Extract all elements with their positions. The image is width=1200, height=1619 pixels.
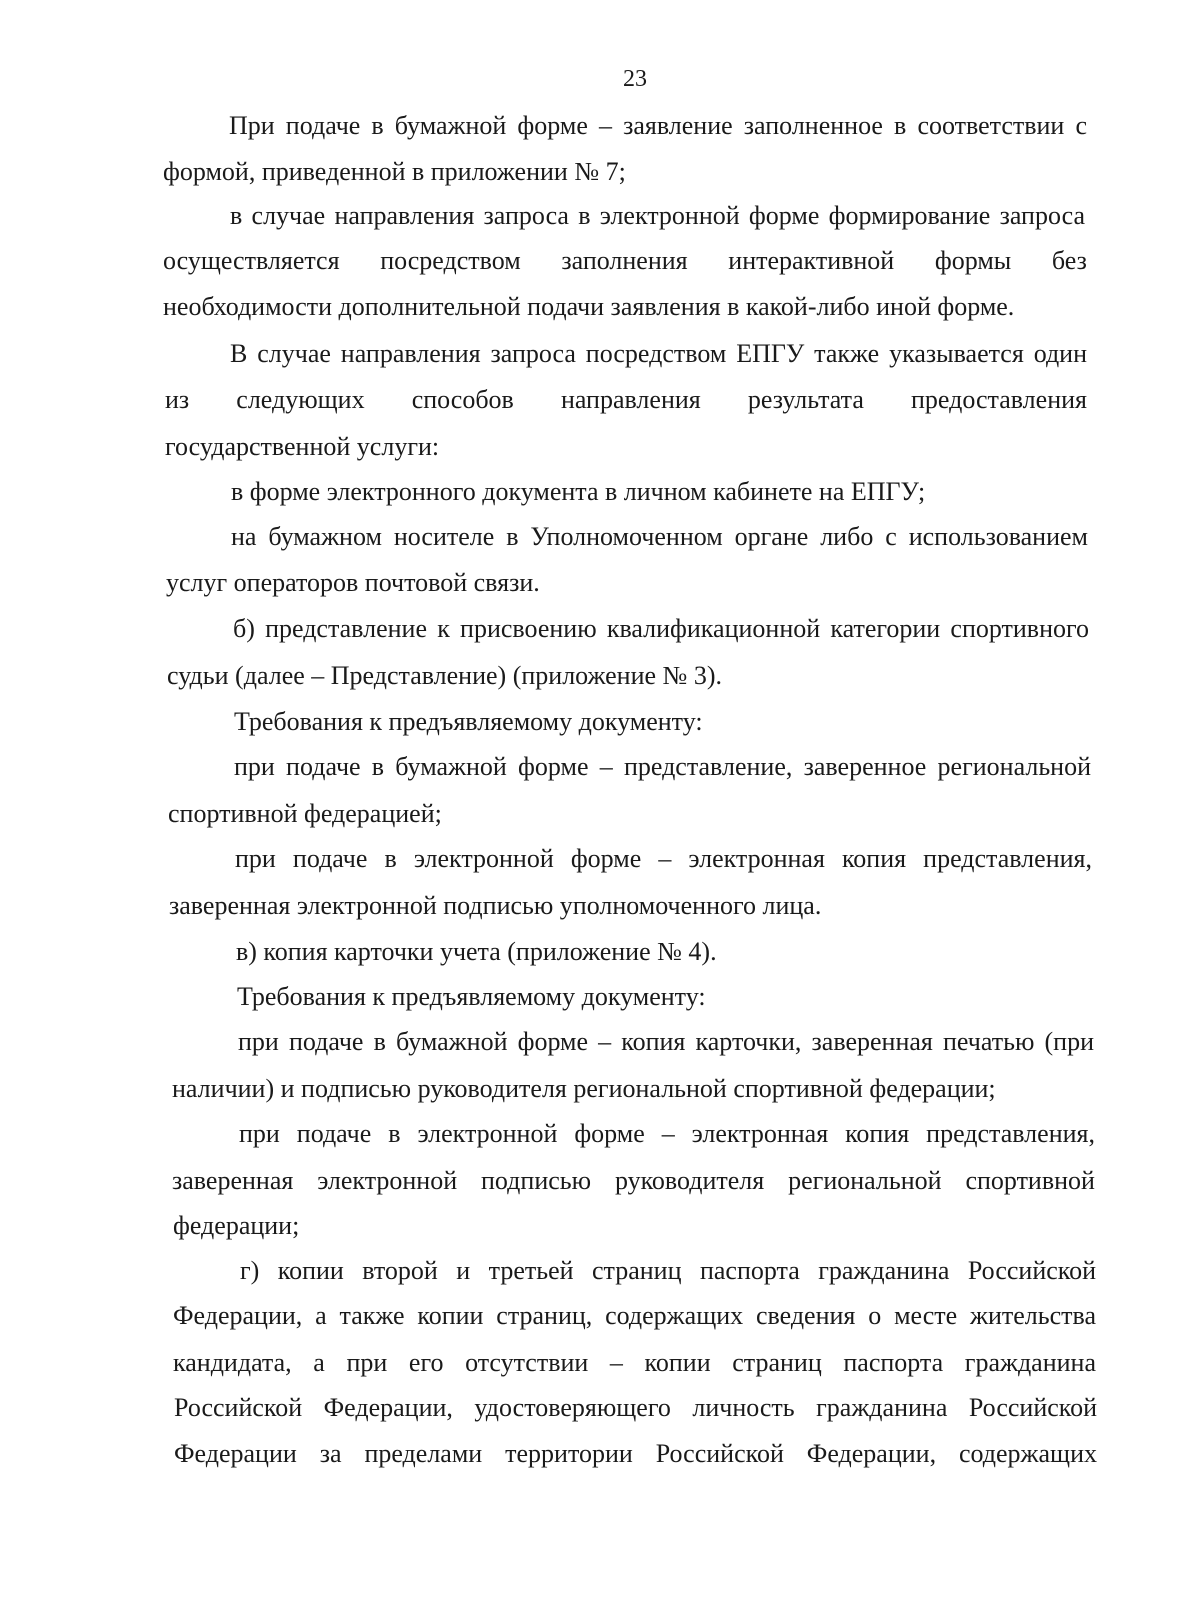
text-line: в) копия карточки учета (приложение № 4). — [236, 937, 717, 966]
word: направления — [560, 385, 701, 414]
text-line: услуг операторов почтовой связи. — [166, 568, 540, 597]
text-line: наличии) и подписью руководителя региональной спортивной федерации; — [172, 1074, 996, 1103]
text-line: кандидата, а при его отсутствии – копии страниц паспорта гражданина — [173, 1348, 1096, 1377]
word: заполнения — [561, 246, 688, 275]
text-line: при подаче в бумажной форме – представление, заверенное региональной — [234, 752, 1091, 781]
text-line — [165, 385, 1087, 415]
text-line: на бумажном носителе в Уполномоченном органе либо с использованием — [231, 522, 1088, 551]
text-line: г) копии второй и третьей страниц паспорта гражданина Российской — [240, 1256, 1096, 1285]
text-line: Федерации, а также копии страниц, содержащих сведения о месте жительства — [173, 1301, 1096, 1330]
text-line: формой, приведенной в приложении № 7; — [163, 157, 626, 186]
word: предоставления — [911, 385, 1087, 414]
text-line: в форме электронного документа в личном кабинете на ЕПГУ; — [231, 477, 926, 506]
text-line: При подаче в бумажной форме – заявление заполненное в соответствии с — [229, 111, 1087, 140]
text-line: в случае направления запроса в электронной форме формирование запроса — [230, 201, 1085, 230]
text-line — [172, 1166, 1095, 1196]
word: результата — [747, 385, 864, 414]
text-line: при подаче в бумажной форме – копия карточки, заверенная печатью (при — [238, 1027, 1094, 1056]
text-line: при подаче в электронной форме – электронная копия представления, — [235, 844, 1092, 873]
text-line: Российской Федерации, удостоверяющего личность гражданина Российской — [174, 1393, 1097, 1422]
word: подписью — [481, 1166, 592, 1195]
text-line: при подаче в электронной форме – электронная копия представления, — [239, 1119, 1095, 1148]
text-line: необходимости дополнительной подачи заявления в какой-либо иной форме. — [163, 292, 1015, 321]
word: способов — [411, 385, 514, 414]
word: руководителя — [614, 1166, 765, 1195]
word: региональной — [788, 1166, 942, 1195]
text-line: федерации; — [173, 1211, 300, 1240]
word: интерактивной — [728, 246, 895, 275]
text-line — [163, 246, 1087, 276]
word: формы — [934, 246, 1012, 275]
word: заверенная — [172, 1166, 294, 1195]
text-line: В случае направления запроса посредством ЕПГУ также указывается один — [230, 339, 1087, 368]
text-line: спортивной федерацией; — [168, 799, 442, 828]
word: посредством — [380, 246, 521, 275]
word: без — [1051, 246, 1087, 275]
word: из — [165, 385, 190, 414]
text-line: Требования к предъявляемому документу: — [237, 982, 706, 1011]
text-line: Требования к предъявляемому документу: — [234, 707, 703, 736]
text-line: Федерации за пределами территории Российской Федерации, содержащих — [174, 1439, 1097, 1468]
text-line: государственной услуги: — [165, 432, 440, 461]
word: электронной — [317, 1166, 458, 1195]
word: следующих — [236, 385, 365, 414]
word: осуществляется — [163, 246, 340, 275]
text-line: заверенная электронной подписью уполномоченного лица. — [169, 891, 822, 920]
text-line: б) представление к присвоению квалификационной категории спортивного — [233, 614, 1089, 643]
word: спортивной — [965, 1166, 1095, 1195]
text-line: судьи (далее – Представление) (приложение № 3). — [167, 661, 723, 690]
page-number: 23 — [623, 66, 647, 92]
